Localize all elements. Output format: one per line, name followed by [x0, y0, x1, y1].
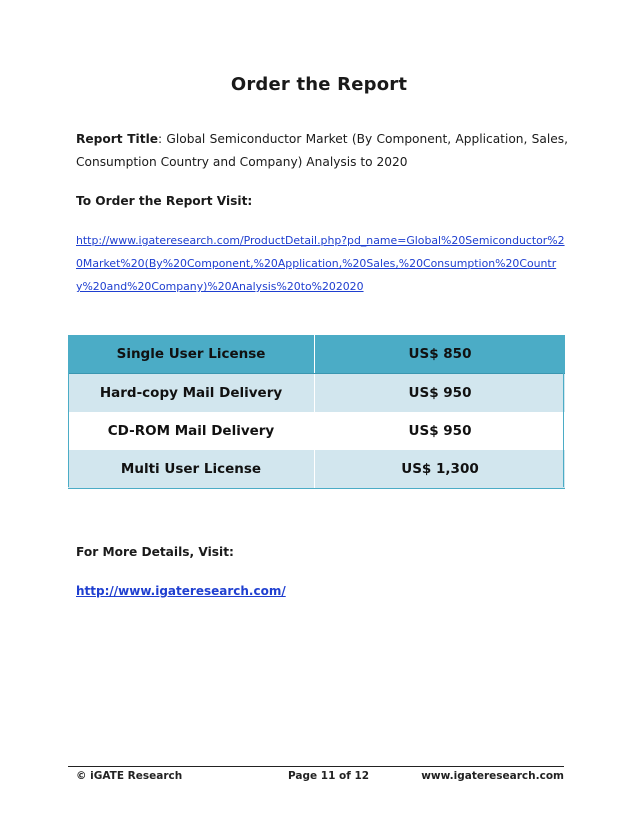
footer-website: www.igateresearch.com — [421, 770, 564, 782]
license-price: US$ 950 — [315, 374, 566, 413]
footer-page-number: Page 11 of 12 — [288, 770, 370, 782]
report-title-text: Global Semiconductor Market (By Component, Application, Sales, Consumption Country and Company) Analysis to 2020 — [76, 132, 568, 169]
footer-divider — [68, 766, 564, 767]
license-name: CD-ROM Mail Delivery — [68, 412, 315, 450]
more-details-label: For More Details, Visit: — [76, 545, 234, 559]
table-row — [68, 450, 565, 489]
license-name: Single User License — [68, 335, 315, 374]
table-row — [68, 335, 565, 374]
report-title-label: Report Title — [76, 132, 159, 146]
license-price: US$ 950 — [315, 412, 566, 450]
table-row — [68, 374, 565, 413]
license-price-table — [68, 335, 565, 489]
report-title-colon: : — [158, 132, 163, 146]
license-name: Multi User License — [68, 450, 315, 489]
report-title-paragraph — [76, 128, 568, 174]
table-row — [68, 412, 565, 450]
order-report-link[interactable]: http://www.igateresearch.com/ProductDetail.php?pd_name=Global%20Semiconductor%20Market%20(By%20Component,%20Application,%20Sales,%20Consumption%20Country%20and%20Company)%20Analysis%20to%202020 — [76, 234, 565, 293]
license-name: Hard-copy Mail Delivery — [68, 374, 315, 413]
license-price: US$ 850 — [315, 335, 566, 374]
license-price: US$ 1,300 — [315, 450, 566, 489]
order-label: To Order the Report Visit: — [76, 194, 253, 208]
footer-copyright: © iGATE Research — [76, 770, 183, 782]
page-title: Order the Report — [230, 74, 408, 95]
website-link[interactable]: http://www.igateresearch.com/ — [76, 584, 286, 598]
